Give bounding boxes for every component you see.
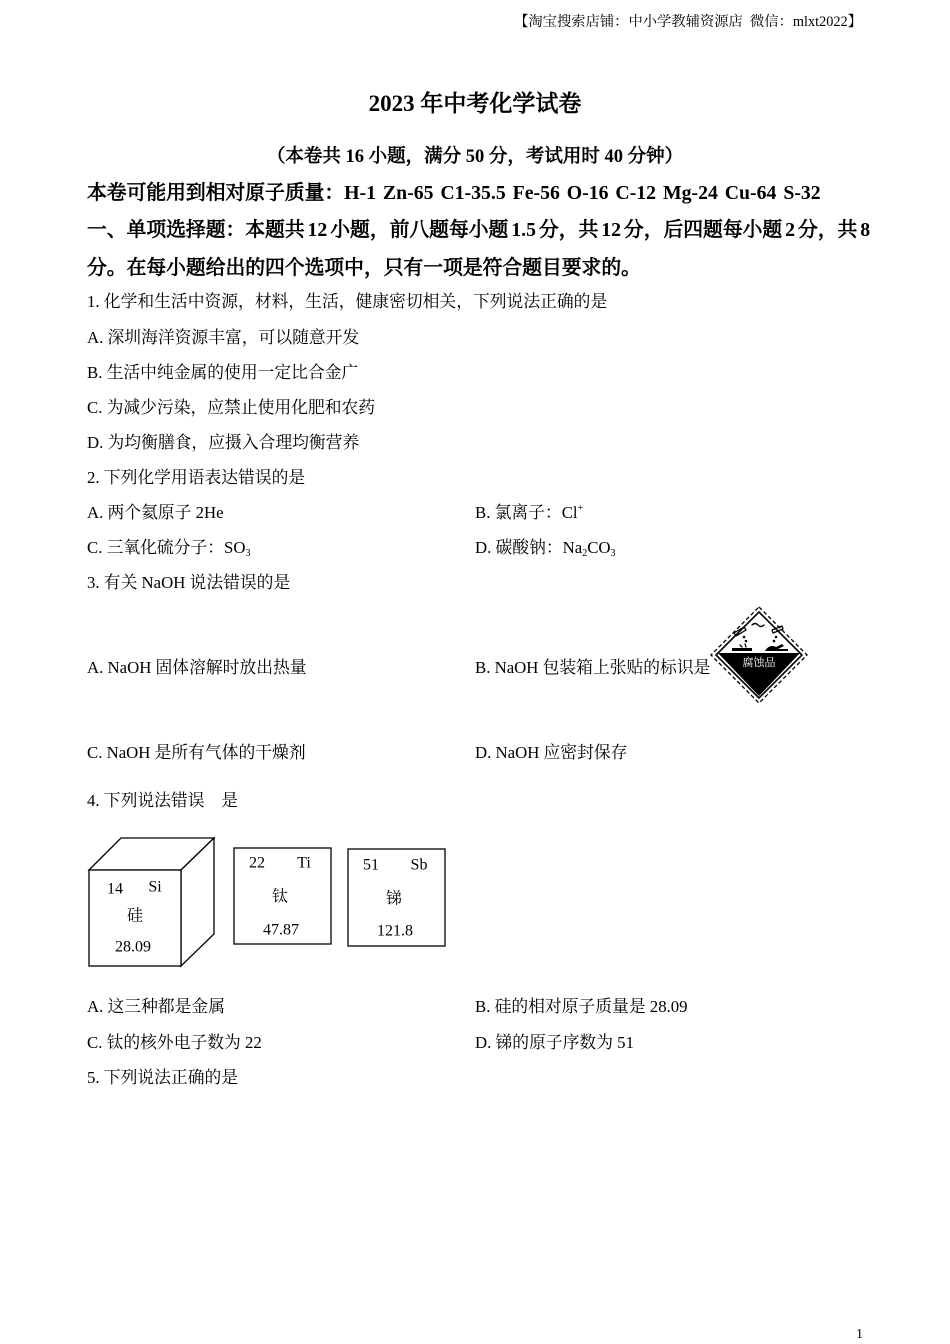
q2-option-c [87,537,251,559]
q1-option-b: B. 生活中纯金属的使用一定比合金广 [87,363,359,382]
q3-stem: 3. 有关 NaOH 说法错误的是 [87,573,291,592]
element-symbol: Ti [297,854,311,872]
q4-option-d: D. 锑的原子序数为 51 [475,1033,634,1052]
q1-stem: 1. 化学和生活中资源，材料，生活，健康密切相关，下列说法正确的是 [87,292,608,311]
element-name: 锑 [385,890,403,908]
element-number: 14 [107,880,123,898]
atomic-masses-line: 本卷可能用到相对原子质量：H-1 Zn-65 C1-35.5 Fe-56 O-16 C-12 Mg-24 Cu-64 S-32 [87,182,821,204]
exam-title: 2023 年中考化学试卷 [368,91,582,116]
formula-subscript: 3 [610,548,616,559]
element-symbol: Sb [410,856,428,874]
q2-stem: 2. 下列化学用语表达错误的是 [87,468,306,487]
hazard-label: 腐蚀品 [742,656,776,669]
q1-option-d: D. 为均衡膳食，应摄入合理均衡营养 [87,433,360,452]
q2-option-b [475,502,583,524]
element-name: 硅 [126,907,144,925]
element-name: 钛 [271,888,289,906]
formula-subscript: 2 [582,548,588,559]
section-one-heading-line2: 分。在每小题给出的四个选项中，只有一项是符合题目要求的。 [87,257,641,279]
periodic-tiles-figure [85,833,450,971]
element-mass: 47.87 [263,921,299,939]
element-tile-ti [234,848,331,944]
formula-subscript: 3 [245,548,251,559]
q2-option-b-text: B. 氯离子：Cl [475,503,578,522]
q4-option-b: B. 硅的相对原子质量是 28.09 [475,997,688,1016]
element-symbol: Si [148,878,162,896]
ion-charge-superscript: + [577,503,584,514]
element-number: 22 [249,854,265,872]
q3-option-b: B. NaOH 包装箱上张贴的标识是 [475,658,711,677]
q2-option-c-text: C. 三氧化硫分子：SO [87,538,246,557]
formula-part: CO [587,538,611,557]
q4-stem: 4. 下列说法错误 是 [87,791,239,810]
section-one-heading-line1: 一、单项选择题：本题共 12 小题，前八题每小题 1.5 分，共 12 分，后四题每小题 2 分，共 8 [87,219,871,241]
q2-option-d-text: D. 碳酸钠：Na [475,538,583,557]
page-number: 1 [856,1327,863,1342]
q1-option-a: A. 深圳海洋资源丰富，可以随意开发 [87,328,360,347]
q2-option-d [475,537,616,559]
element-tile-si [89,838,214,966]
element-mass: 121.8 [377,922,413,940]
q3-option-a: A. NaOH 固体溶解时放出热量 [87,658,307,677]
exam-subtitle: （本卷共 16 小题，满分 50 分，考试用时 40 分钟） [266,147,684,167]
q2-option-a: A. 两个氦原子 2He [87,503,224,522]
q4-option-c: C. 钛的核外电子数为 22 [87,1033,262,1052]
q4-option-a: A. 这三种都是金属 [87,997,225,1016]
element-number: 51 [363,856,379,874]
q1-option-c: C. 为减少污染，应禁止使用化肥和农药 [87,398,376,417]
corrosive-hazard-icon [710,606,808,704]
q3-option-c: C. NaOH 是所有气体的干燥剂 [87,743,306,762]
element-tile-sb [348,849,445,946]
element-mass: 28.09 [115,938,151,956]
header-note: 【淘宝搜索店铺：中小学教辅资源店 微信：mlxt2022】 [514,14,862,30]
q5-stem: 5. 下列说法正确的是 [87,1068,239,1087]
q3-option-d: D. NaOH 应密封保存 [475,743,628,762]
